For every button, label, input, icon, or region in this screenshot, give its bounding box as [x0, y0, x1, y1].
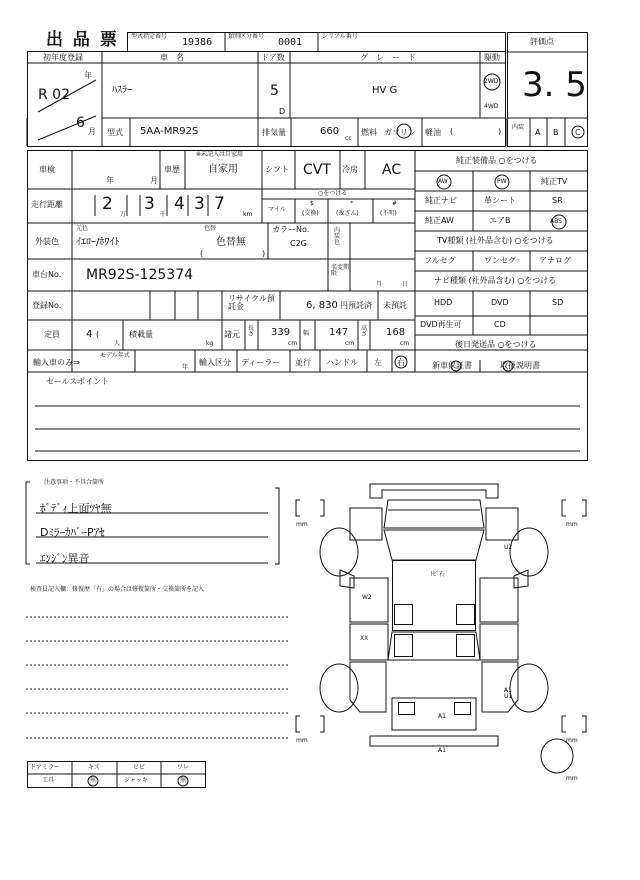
- title-change-month: 月: [376, 281, 383, 288]
- tv-type-header: TV種類 (社外品含む) ○をつける: [437, 236, 554, 245]
- height-unit: cm: [400, 340, 410, 347]
- man-unit: 万: [120, 211, 127, 218]
- equip-sunroof: SR: [552, 196, 563, 205]
- note-item-3: ｴﾝｼﾞﾝ異音: [40, 552, 90, 565]
- note-item-1: ﾎﾞﾃﾞｨ上面ﾂﾔ無: [40, 502, 112, 515]
- displacement-unit: cc: [345, 135, 352, 142]
- navi-cd: CD: [494, 320, 506, 329]
- ac-value: AC: [382, 162, 402, 178]
- note-item-2: DﾐﾗｰｶﾊﾞｰPｱｾ: [40, 526, 105, 539]
- legend-break: ワレ: [177, 764, 190, 771]
- recycle-label: リサイクル預託金: [228, 294, 275, 311]
- interior-label: 内装: [512, 124, 525, 131]
- navi-dvd: DVD: [491, 298, 509, 307]
- grade-label: グ レ ー ド: [360, 53, 416, 62]
- handle-label: ハンドル: [326, 358, 358, 367]
- first-reg-year: R 02: [38, 87, 70, 103]
- registration-label: 登録No.: [32, 301, 62, 310]
- car-name-label: 車 名: [160, 53, 184, 62]
- navi-dvd-playback: DVD再生可: [420, 320, 462, 329]
- model-year-label: モデル年式: [100, 352, 130, 359]
- parallel-label: 並行: [295, 358, 311, 367]
- grade-value: HV G: [372, 85, 398, 96]
- month-mark: 月: [88, 127, 96, 136]
- door-suffix: D: [279, 107, 286, 116]
- tv-analog: アナログ: [539, 256, 571, 265]
- mileage-digit-1: 2: [102, 194, 113, 214]
- doors-label: ドア数: [261, 53, 285, 62]
- kg-unit: kg: [206, 340, 214, 347]
- chassis-value: MR92S-125374: [86, 267, 194, 283]
- tv-oneseg: ワンセグ: [484, 256, 516, 265]
- tampered-label: (改ざん): [336, 210, 359, 217]
- recycle-paid: 円預託済: [340, 301, 372, 310]
- navi-sd: SD: [552, 298, 564, 307]
- recycle-value: 6, 830: [306, 300, 338, 311]
- unknown-label: (不明): [380, 210, 397, 217]
- color-no-value: C2G: [290, 239, 307, 248]
- notes-header: 注意事項・不具合箇所: [44, 479, 105, 486]
- serial-label: シリアル番号: [322, 33, 358, 40]
- model-year-unit: 年: [182, 364, 189, 371]
- use-note: ※未記入は自家用: [196, 151, 244, 158]
- sen-unit: 千: [160, 211, 167, 218]
- equip-leather-seat: 革シート: [484, 196, 516, 205]
- tampered-symbol: *: [350, 200, 353, 207]
- equip-factory-tv: 純正TV: [541, 177, 568, 186]
- interior-color-label: 内装色: [334, 227, 341, 246]
- first-reg-month: 6: [76, 115, 85, 131]
- length-value: 339: [271, 327, 291, 338]
- unknown-symbol: #: [392, 200, 398, 207]
- model-designation-value: 19386: [182, 37, 213, 48]
- inspection-month-unit: 月: [150, 176, 158, 185]
- evaluation-score: 3. 5: [522, 65, 587, 105]
- inspection-label: 車検: [39, 165, 55, 174]
- legend-scratch: キズ: [88, 764, 100, 771]
- legend-jack-value: 無: [180, 777, 187, 784]
- dimensions-label: 諸元: [224, 330, 240, 339]
- original-color-label: 元色: [76, 225, 89, 232]
- light-oil-label: 軽油: [425, 128, 441, 137]
- damage-xx: XX: [360, 635, 369, 642]
- model-designation-label: 型式指定番号: [131, 33, 168, 40]
- use-value: 自家用: [208, 164, 238, 175]
- length-label: 長さ: [248, 325, 255, 338]
- equip-factory-navi: 純正ナビ: [425, 196, 457, 205]
- shift-label: シフト: [265, 165, 289, 174]
- damage-a1-u1: A1 U1: [504, 687, 513, 700]
- recycle-unpaid: 未預託: [383, 301, 407, 310]
- legend-crack: ヒビ: [133, 764, 146, 771]
- damage-roof: ﾄﾋﾞ石: [430, 571, 446, 578]
- interior-grade-c: C: [575, 128, 581, 137]
- model-label: 型式: [107, 128, 123, 137]
- mm-label-spare: mm: [566, 775, 578, 782]
- capacity-label: 定員: [44, 330, 60, 339]
- exchange-label: (交換): [302, 210, 319, 217]
- navi-hdd: HDD: [434, 298, 453, 307]
- damage-w2: W2: [362, 594, 372, 601]
- car-name-value: ﾊｽﾗｰ: [112, 85, 132, 96]
- damage-u2: U2: [504, 544, 513, 551]
- drive-2wd: 2WD: [484, 78, 499, 85]
- length-unit: cm: [288, 340, 298, 347]
- later-shipment-header: 後日発送品 ○をつける: [455, 340, 537, 349]
- right-label: 右: [397, 358, 405, 367]
- color-swap-label: 色替: [204, 225, 217, 232]
- legend-tools: 工具: [42, 777, 55, 784]
- car-diagram: [320, 484, 573, 773]
- meter-header: ○をつける: [318, 190, 348, 197]
- km-unit: km: [243, 211, 253, 218]
- inspector-note: 検査員記入欄：修復歴「有」の場合は修復箇所・交換箇所を記入: [30, 586, 205, 593]
- import-label: 輸入車のみ⇒: [33, 358, 80, 367]
- mileage-digit-5: 7: [214, 194, 225, 214]
- interior-grade-a: A: [535, 128, 541, 137]
- legend-tools-value: 無: [90, 777, 97, 784]
- first-reg-label: 初年度登録: [43, 53, 83, 62]
- sales-point-label: セールスポイント: [46, 377, 110, 386]
- mm-label-rear-left: mm: [296, 737, 308, 744]
- drive-4wd: 4WD: [484, 103, 499, 110]
- mile-label: マイル: [268, 206, 286, 213]
- factory-equipment-header: 純正装備品 ○をつける: [456, 156, 538, 165]
- color-swap-value: 色替無: [216, 237, 246, 248]
- equip-factory-aw: 純正AW: [425, 216, 454, 225]
- displacement-label: 排気量: [262, 128, 286, 137]
- mileage-digit-4: 3: [194, 194, 205, 214]
- person-unit: 人: [114, 340, 121, 347]
- interior-grade-b: B: [553, 128, 559, 137]
- drive-label: 駆動: [484, 53, 500, 62]
- width-unit: cm: [345, 340, 355, 347]
- category-label: 類別区分番号: [228, 33, 265, 40]
- exchange-symbol: $: [310, 200, 314, 207]
- inspection-year-unit: 年: [106, 176, 114, 185]
- navi-type-header: ナビ種類 (社外品含む) ○をつける: [434, 276, 557, 285]
- color-no-label: カラーNo.: [272, 225, 310, 234]
- mm-label-front-left: mm: [296, 521, 308, 528]
- dealer-label: ディーラー: [241, 358, 281, 367]
- equip-airbag: エアB: [489, 216, 511, 225]
- category-value: 0001: [278, 37, 303, 48]
- fuel-value: ガソリン: [384, 128, 416, 137]
- tv-fullseg: フルセグ: [424, 256, 456, 265]
- width-label: 幅: [303, 330, 310, 337]
- legend-door-mirror: ドアミラー: [30, 764, 60, 771]
- grade-eval-label: 評価点: [530, 37, 554, 46]
- chassis-label: 車台No.: [32, 270, 62, 279]
- later-warranty: 新車保証書: [432, 361, 472, 370]
- ac-label: 冷房: [342, 165, 358, 174]
- height-label: 高さ: [361, 325, 368, 338]
- damage-a1-rear: A1: [438, 713, 446, 720]
- legend-jack: ジャッキ: [124, 777, 148, 784]
- mileage-digit-2: 3: [144, 194, 155, 214]
- mileage-label: 走行距離: [31, 200, 63, 209]
- mm-label-front-right: mm: [566, 521, 578, 528]
- model-value: 5AA-MR92S: [140, 126, 199, 137]
- displacement-value: 660: [320, 126, 340, 137]
- use-label: 車歴: [164, 165, 180, 174]
- shift-value: CVT: [303, 162, 331, 178]
- title-change-label: 名変期限: [331, 264, 350, 277]
- mm-label-rear-right: mm: [566, 737, 578, 744]
- import-type-label: 輸入区分: [199, 358, 231, 367]
- equip-abs: ABS: [550, 218, 562, 225]
- mileage-digit-3: 4: [174, 194, 185, 214]
- width-value: 147: [329, 327, 349, 338]
- year-mark: 年: [84, 71, 92, 80]
- exterior-label: 外装色: [35, 237, 59, 246]
- load-label: 積載量: [129, 330, 153, 339]
- left-label: 左: [374, 358, 382, 367]
- original-color-value: ｲｴﾛｰ/ﾎﾜｲﾄ: [76, 237, 120, 248]
- later-manual: 取扱説明書: [500, 361, 540, 370]
- form-title: 出 品 票: [46, 30, 119, 50]
- damage-a1-bumper: A1: [438, 747, 446, 754]
- equip-pw: PW: [497, 178, 507, 185]
- doors-value: 5: [270, 83, 279, 99]
- equip-aw: AW: [438, 178, 448, 185]
- capacity-value: 4: [86, 329, 93, 340]
- fuel-label: 燃料: [361, 128, 377, 137]
- height-value: 168: [386, 327, 406, 338]
